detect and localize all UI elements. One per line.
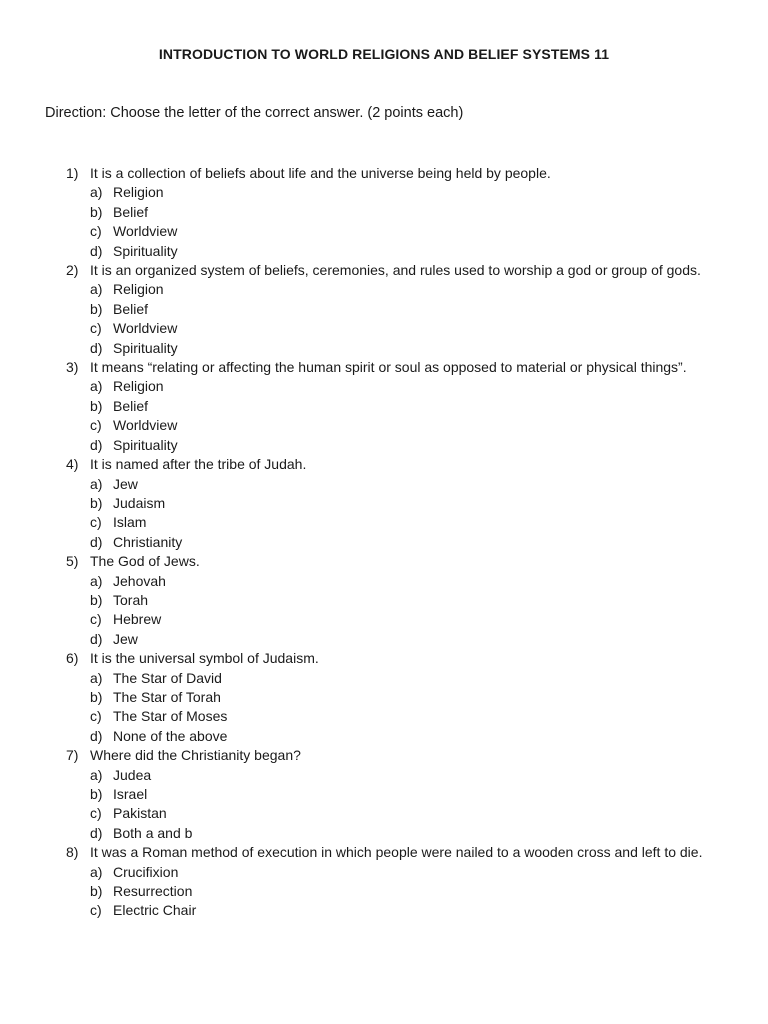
- answer-option: [90, 901, 722, 920]
- question-item: [66, 164, 722, 261]
- answer-option: [90, 630, 722, 649]
- answer-option: [90, 804, 722, 823]
- answer-option: [90, 319, 722, 338]
- answer-option: [90, 707, 722, 726]
- answer-option: [90, 533, 722, 552]
- question-item: [66, 746, 722, 843]
- option-letter: b): [90, 300, 103, 317]
- option-text: The Star of Moses: [113, 708, 228, 725]
- answer-option: [90, 785, 722, 804]
- answer-option: [90, 494, 722, 513]
- option-text: Israel: [113, 786, 148, 802]
- answer-option: [90, 339, 722, 358]
- option-text: The Star of Torah: [113, 688, 221, 705]
- option-text: Spirituality: [113, 339, 178, 356]
- answer-option: [90, 397, 722, 416]
- answer-option: [90, 300, 722, 319]
- option-text: Worldview: [113, 320, 178, 337]
- option-letter: d): [90, 339, 103, 356]
- question-text: Where did the Christianity began?: [90, 747, 301, 764]
- answer-option: [90, 377, 722, 396]
- question-text: It is an organized system of beliefs, ceremonies, and rules used to worship a god or group of gods.: [90, 262, 701, 279]
- option-letter: d): [90, 824, 103, 841]
- answer-options: [90, 863, 722, 921]
- option-text: Religion: [113, 184, 164, 201]
- option-text: None of the above: [113, 727, 228, 744]
- answer-option: [90, 610, 722, 629]
- question-number: 3): [66, 359, 79, 376]
- option-letter: a): [90, 184, 103, 201]
- option-text: Judaism: [113, 494, 166, 511]
- option-text: Belief: [113, 397, 149, 414]
- option-letter: d): [90, 533, 103, 550]
- question-list: [66, 164, 722, 921]
- answer-option: [90, 436, 722, 455]
- option-letter: d): [90, 727, 103, 744]
- option-text: Worldview: [113, 417, 178, 434]
- answer-options: [90, 183, 722, 261]
- option-letter: b): [90, 786, 103, 802]
- answer-option: [90, 688, 722, 707]
- option-text: Pakistan: [113, 805, 167, 822]
- option-text: The Star of David: [113, 669, 222, 686]
- document-title: INTRODUCTION TO WORLD RELIGIONS AND BELIEF SYSTEMS 11: [158, 46, 610, 62]
- direction-text: Direction: Choose the letter of the correct answer. (2 points each): [45, 105, 464, 121]
- answer-options: [90, 572, 722, 650]
- option-letter: c): [90, 902, 102, 919]
- question-item: [66, 261, 722, 358]
- question-text: It is a collection of beliefs about life and the universe being held by people.: [90, 165, 551, 181]
- answer-option: [90, 513, 722, 532]
- answer-options: [90, 377, 722, 455]
- option-letter: c): [90, 514, 102, 531]
- option-text: Islam: [113, 514, 147, 531]
- question-number: 6): [66, 650, 79, 667]
- option-text: Jehovah: [113, 572, 166, 589]
- answer-option: [90, 475, 722, 494]
- option-text: Both a and b: [113, 824, 193, 841]
- option-text: Spirituality: [113, 436, 178, 453]
- option-letter: b): [90, 397, 103, 414]
- option-letter: b): [90, 688, 103, 705]
- option-letter: b): [90, 591, 103, 608]
- answer-option: [90, 727, 722, 746]
- option-letter: c): [90, 611, 102, 628]
- answer-options: [90, 766, 722, 844]
- option-text: Belief: [113, 203, 149, 220]
- option-letter: d): [90, 436, 103, 453]
- answer-option: [90, 280, 722, 299]
- option-letter: c): [90, 223, 102, 240]
- option-letter: b): [90, 494, 103, 511]
- answer-option: [90, 203, 722, 222]
- option-letter: c): [90, 417, 102, 434]
- option-letter: c): [90, 805, 102, 822]
- question-number: 5): [66, 553, 79, 570]
- option-text: Christianity: [113, 533, 183, 550]
- option-text: Torah: [113, 591, 149, 608]
- answer-option: [90, 572, 722, 591]
- option-text: Crucifixion: [113, 863, 179, 880]
- option-text: Judea: [113, 766, 152, 783]
- option-text: Religion: [113, 378, 164, 395]
- option-letter: c): [90, 708, 102, 725]
- option-letter: a): [90, 669, 103, 686]
- answer-option: [90, 669, 722, 688]
- answer-options: [90, 475, 722, 553]
- question-item: [66, 649, 722, 746]
- answer-option: [90, 222, 722, 241]
- option-letter: d): [90, 242, 103, 259]
- question-text: The God of Jews.: [90, 553, 200, 570]
- option-letter: a): [90, 378, 103, 395]
- option-letter: a): [90, 863, 103, 880]
- answer-option: [90, 183, 722, 202]
- answer-option: [90, 766, 722, 785]
- option-text: Religion: [113, 281, 164, 298]
- question-text: It is the universal symbol of Judaism.: [90, 650, 319, 667]
- question-item: [66, 358, 722, 455]
- answer-option: [90, 863, 722, 882]
- question-item: [66, 552, 722, 649]
- answer-options: [90, 280, 722, 358]
- option-text: Worldview: [113, 223, 178, 240]
- question-number: 4): [66, 456, 79, 473]
- option-text: Spirituality: [113, 242, 178, 259]
- answer-option: [90, 416, 722, 435]
- answer-option: [90, 242, 722, 261]
- option-letter: a): [90, 475, 103, 492]
- option-letter: c): [90, 320, 102, 337]
- option-letter: b): [90, 883, 103, 900]
- question-text: It was a Roman method of execution in which people were nailed to a wooden cross and left to die.: [90, 844, 703, 861]
- option-letter: a): [90, 572, 103, 589]
- question-text: It means “relating or affecting the human spirit or soul as opposed to material or physical things”.: [90, 359, 687, 376]
- answer-option: [90, 824, 722, 843]
- option-letter: a): [90, 281, 103, 298]
- question-number: 1): [66, 165, 79, 181]
- question-number: 2): [66, 262, 79, 279]
- answer-options: [90, 669, 722, 747]
- option-text: Jew: [113, 475, 138, 492]
- option-letter: d): [90, 630, 103, 647]
- question-item: [66, 455, 722, 552]
- option-letter: a): [90, 766, 103, 783]
- option-text: Electric Chair: [113, 902, 197, 919]
- option-text: Jew: [113, 630, 138, 647]
- option-text: Resurrection: [113, 883, 193, 900]
- option-letter: b): [90, 203, 103, 220]
- option-text: Belief: [113, 300, 149, 317]
- question-number: 8): [66, 844, 79, 861]
- option-text: Hebrew: [113, 611, 162, 628]
- answer-option: [90, 591, 722, 610]
- question-text: It is named after the tribe of Judah.: [90, 456, 307, 473]
- question-number: 7): [66, 747, 79, 764]
- answer-option: [90, 882, 722, 901]
- question-item: [66, 843, 722, 921]
